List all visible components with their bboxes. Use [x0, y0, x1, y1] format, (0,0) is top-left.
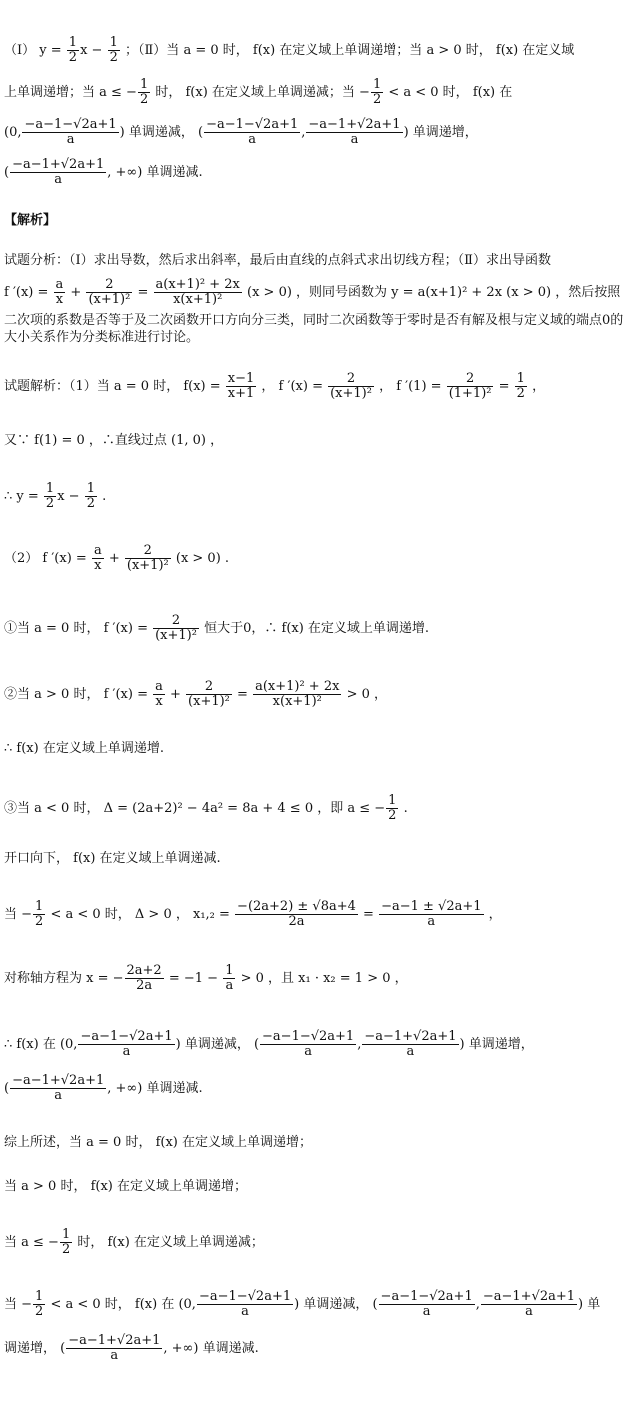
- fraction: $\frac{2}{\text{(x+1)²}}$: [155, 613, 197, 643]
- fraction-root: $\frac{-a-1-√2a+1}{a}$: [262, 1029, 355, 1059]
- text: < a < 0 时， f(x) 在: [384, 85, 513, 100]
- fraction: $\frac{\text{a(x+1)² + 2x}}{\text{x(x+1)²}}$: [155, 277, 240, 307]
- solution-line-1: [4, 372, 545, 401]
- analysis-line-1: 试题分析：（Ⅰ）求出导数，然后求出斜率，最后由直线的点斜式求出切线方程；（Ⅱ）求出导函数: [4, 253, 551, 268]
- text: (x > 0) ，则同号函数为 y = a(x+1)² + 2x (x > 0) ，然后按照: [242, 285, 621, 300]
- text: ) 单调递减， (: [119, 125, 204, 140]
- summary-line-2: 当 a > 0 时， f(x) 在定义域上单调递增；: [4, 1179, 247, 1194]
- text: =: [358, 907, 379, 922]
- fraction: $\frac{\text{a(x+1)² + 2x}}{\text{x(x+1)²}}$: [255, 679, 340, 709]
- text: = −1 −: [164, 971, 223, 986]
- solution-line-3: [4, 482, 106, 511]
- fraction-half: $\frac{1}{2}$: [61, 1227, 71, 1257]
- text: ②当 a > 0 时， f ′(x) =: [4, 687, 153, 702]
- text: ) 单调递增，: [459, 1037, 534, 1052]
- text: < a < 0 时， f(x) 在 (0,: [46, 1297, 196, 1312]
- summary-line-3: [4, 1228, 264, 1257]
- analysis-line-2: [4, 278, 620, 307]
- text: 当 a ≤ −: [4, 1235, 59, 1250]
- fraction-root: $\frac{-a-1+√2a+1}{a}$: [308, 117, 401, 147]
- fraction-root: $\frac{-a-1-√2a+1}{a}$: [206, 117, 299, 147]
- text: ,: [475, 1297, 480, 1312]
- text: > 0 ，且 x₁ · x₂ = 1 > 0 ，: [236, 971, 408, 986]
- summary-line-4: [4, 1290, 600, 1319]
- fraction: $\frac{x-1}{x+1}$: [227, 371, 255, 401]
- analysis-line-3: 二次项的系数是否等于及二次函数开口方向分三类，同时二次函数等于零时是否有解及根与定义域的端点0的大小关系作为分类标准进行讨论。: [4, 313, 624, 345]
- text: ∴ y =: [4, 489, 43, 504]
- text: =: [133, 285, 153, 300]
- fraction: $\frac{-(2a+2) \pm √8a+4}{2a}$: [237, 899, 356, 929]
- fraction-half: $\frac{1}{2}$: [516, 371, 525, 401]
- text: , +∞) 单调递减.: [107, 1081, 203, 1096]
- fraction-half: $\frac{1}{2}$: [86, 481, 95, 511]
- text: ；（Ⅱ）当 a = 0 时， f(x) 在定义域上单调递增；当 a > 0 时， f(x) 在定义域: [120, 43, 575, 58]
- fraction-root: $\frac{-a-1-√2a+1}{a}$: [198, 1289, 292, 1319]
- fraction: $\frac{1}{a}$: [225, 963, 234, 993]
- fraction-root: $\frac{-a-1+√2a+1}{a}$: [68, 1333, 161, 1363]
- case-4: [4, 900, 502, 929]
- text: 时， f(x) 在定义域上单调递减；: [73, 1235, 264, 1250]
- answer-line-3: [4, 118, 478, 147]
- text: , +∞) 单调递减.: [163, 1341, 259, 1356]
- text: ，: [527, 379, 546, 394]
- fraction-half: $\frac{1}{2}$: [372, 77, 382, 107]
- case-3: [4, 794, 408, 823]
- fraction: $\frac{a}{x}$: [55, 277, 64, 307]
- text: =: [494, 379, 514, 394]
- fraction-half: $\frac{1}{2}$: [45, 481, 55, 511]
- text: .: [97, 489, 107, 504]
- text: 当 −: [4, 907, 33, 922]
- text: < a < 0 时， Δ > 0 ， x₁,₂ =: [46, 907, 235, 922]
- fraction-root: $\frac{-a-1-√2a+1}{a}$: [24, 117, 117, 147]
- text: (x > 0) .: [171, 551, 230, 566]
- text: > 0 ，: [342, 687, 388, 702]
- case-1: [4, 614, 429, 643]
- fraction: $\frac{2}{\text{(x+1)²}}$: [330, 371, 372, 401]
- case-2: [4, 680, 387, 709]
- symmetry-axis: [4, 964, 408, 993]
- text: 恒大于0，∴ f(x) 在定义域上单调递增.: [199, 621, 430, 636]
- solution-line-4: [4, 544, 229, 573]
- text: ，: [484, 907, 502, 922]
- case-2-conclusion: ∴ f(x) 在定义域上单调递增.: [4, 741, 164, 756]
- answer-line-1: [4, 36, 574, 65]
- answer-line-2: [4, 78, 512, 107]
- case-3-conclusion: 开口向下， f(x) 在定义域上单调递减.: [4, 851, 221, 866]
- text: , +∞) 单调递减.: [107, 165, 203, 180]
- solution-line-2: 又∵ f(1) = 0 ，∴直线过点 (1, 0) ，: [4, 433, 224, 448]
- fraction-half: $\frac{1}{2}$: [35, 899, 44, 929]
- fraction: $\frac{2}{\text{(x+1)²}}$: [126, 543, 169, 573]
- text: ， f ′(x) =: [257, 379, 328, 394]
- case-4-conclusion-1: [4, 1030, 534, 1059]
- text: 试题解析：（1）当 a = 0 时， f(x) =: [4, 379, 225, 394]
- fraction: $\frac{a}{x}$: [155, 679, 163, 709]
- summary-line-1: 综上所述，当 a = 0 时， f(x) 在定义域上单调递增；: [4, 1135, 312, 1150]
- fraction-root: $\frac{-a-1+√2a+1}{a}$: [12, 157, 105, 187]
- text: (0,: [4, 125, 22, 140]
- fraction: $\frac{2a+2}{2a}$: [126, 963, 162, 993]
- text: 时， f(x) 在定义域上单调递减；当 −: [151, 85, 370, 100]
- text: =: [232, 687, 253, 702]
- fraction-root: $\frac{-a-1-√2a+1}{a}$: [380, 1289, 473, 1319]
- text: ,: [357, 1037, 362, 1052]
- text: (: [4, 1081, 10, 1096]
- text: +: [165, 687, 186, 702]
- text: ) 单调递减， (: [294, 1297, 378, 1312]
- text: ) 单调递增，: [403, 125, 478, 140]
- fraction-half: $\frac{1}{2}$: [35, 1289, 44, 1319]
- fraction-half: $\frac{1}{2}$: [68, 35, 78, 65]
- text: +: [104, 551, 124, 566]
- text: ) 单调递减， (: [175, 1037, 260, 1052]
- fraction: $\frac{-a-1 \pm √2a+1}{a}$: [381, 899, 482, 929]
- text: 当 −: [4, 1297, 33, 1312]
- summary-line-5: [4, 1334, 259, 1363]
- text: ,: [301, 125, 306, 140]
- text: x −: [57, 489, 84, 504]
- fraction: $\frac{a}{x}$: [93, 543, 102, 573]
- answer-line-4: [4, 158, 203, 187]
- fraction-root: $\frac{-a-1+√2a+1}{a}$: [482, 1289, 576, 1319]
- text: ③当 a < 0 时， Δ = (2a+2)² − 4a² = 8a + 4 ≤ 0 ，即 a ≤ −: [4, 801, 386, 816]
- section-title: 【解析】: [4, 213, 57, 228]
- text: 调递增， (: [4, 1341, 66, 1356]
- fraction-half: $\frac{1}{2}$: [139, 77, 149, 107]
- text: ∴ f(x) 在 (0,: [4, 1037, 78, 1052]
- fraction-half: $\frac{1}{2}$: [388, 793, 397, 823]
- text: .: [399, 801, 408, 816]
- fraction-half: $\frac{1}{2}$: [109, 35, 118, 65]
- fraction: $\frac{2}{\text{(1+1)²}}$: [448, 371, 492, 401]
- text: 上单调递增；当 a ≤ −: [4, 85, 137, 100]
- text: （Ⅰ） y =: [4, 43, 66, 58]
- text: ①当 a = 0 时， f ′(x) =: [4, 621, 153, 636]
- fraction-root: $\frac{-a-1+√2a+1}{a}$: [12, 1073, 105, 1103]
- fraction: $\frac{2}{\text{(x+1)²}}$: [88, 277, 131, 307]
- text: ) 单: [578, 1297, 601, 1312]
- text: +: [66, 285, 86, 300]
- fraction-root: $\frac{-a-1-√2a+1}{a}$: [80, 1029, 173, 1059]
- text: f ′(x) =: [4, 285, 53, 300]
- text: 对称轴方程为 x = −: [4, 971, 124, 986]
- case-4-conclusion-2: [4, 1074, 203, 1103]
- fraction: $\frac{2}{\text{(x+1)²}}$: [188, 679, 230, 709]
- text: x −: [80, 43, 107, 58]
- text: （2） f ′(x) =: [4, 551, 91, 566]
- text: ， f ′(1) =: [374, 379, 446, 394]
- fraction-root: $\frac{-a-1+√2a+1}{a}$: [364, 1029, 457, 1059]
- text: (: [4, 165, 10, 180]
